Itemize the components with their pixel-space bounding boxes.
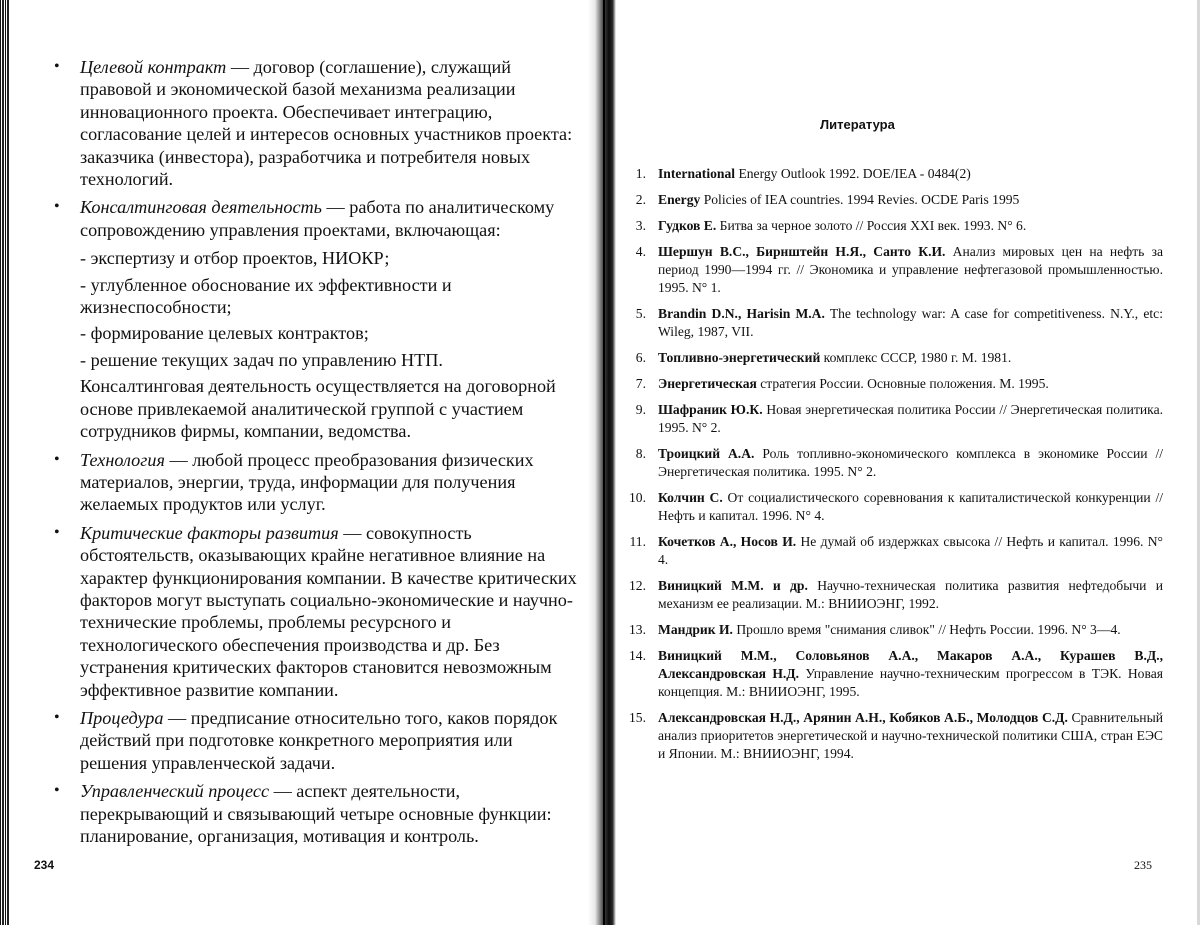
page-number-right: 235: [1134, 858, 1152, 872]
reference-authors: Energy: [658, 192, 701, 207]
reference-item: [628, 709, 1163, 763]
reference-text: Не думай об издержках свысока // Нефть и капитал. 1996. N° 4.: [658, 534, 1163, 567]
reference-number: 8.: [635, 446, 646, 461]
term-name: Управленческий процесс: [80, 781, 270, 802]
list-item: - решение текущих задач по управлению НТП.: [80, 349, 443, 370]
bullet: •: [54, 708, 60, 726]
reference-text: Сравнительный анализ приоритетов энергетической и научно-технической политики США, стран ЕЭС и Японии. М.: ВНИИОЭНГ, 1994.: [658, 710, 1163, 761]
reference-authors: Виницкий М.М., Соловьянов А.А., Макаров А.А., Курашев В.Д., Александровская Н.Д.: [658, 648, 1163, 681]
reference-authors: Brandin D.N., Harisin M.A.: [658, 306, 825, 321]
glossary-entry: [52, 707, 582, 774]
reference-authors: Виницкий М.М. и др.: [658, 578, 808, 593]
reference-number: 7.: [635, 376, 646, 391]
reference-number: 1.: [635, 166, 646, 181]
reference-text: Битва за черное золото // Россия XXI век. 1993. N° 6.: [716, 218, 1027, 233]
reference-number: 13.: [629, 622, 646, 637]
term-name: Целевой контракт: [80, 57, 227, 77]
reference-item: [628, 533, 1163, 569]
reference-text: Научно-техническая политика развития нефтедобычи и механизм ее реализации. М.: ВНИИОЭНГ, 1992.: [658, 578, 1164, 611]
reference-item: [628, 375, 1163, 393]
reference-item: [628, 349, 1163, 367]
reference-item: [628, 217, 1163, 235]
reference-item: [628, 243, 1163, 297]
reference-number: 11.: [629, 534, 646, 549]
term-definition: — предписание относительно того, каков порядок действий при подготовке конкретного мероприятия или решения управленческой задачи.: [80, 707, 558, 773]
list-item: - формирование целевых контрактов;: [80, 323, 369, 344]
reference-text: От социалистического соревнования к капиталистической конкуренции // Нефть и капитал. 1996. N° 4.: [658, 490, 1163, 523]
gutter-line: [603, 0, 605, 925]
list-item: - экспертизу и отбор проектов, НИОКР;: [80, 248, 390, 269]
scan-edge-left: [0, 0, 9, 925]
reference-text: Policies of IEA countries. 1994 Revies. OCDE Paris 1995: [700, 192, 1020, 207]
bullet: •: [54, 782, 60, 800]
reference-item: [628, 621, 1163, 639]
reference-text: Управление научно-техническим прогрессом в ТЭК. Новая концепция. М.: ВНИИОЭНГ, 1995.: [658, 666, 1163, 699]
reference-authors: Энергетическая: [658, 376, 757, 391]
paragraph: Консалтинговая деятельность осуществляется на договорной основе привлекаемой аналитической группой с участием сотрудников фирмы, компании, ведомства.: [80, 376, 556, 442]
left-page: [52, 56, 582, 853]
reference-text: комплекс СССР, 1980 г. М. 1981.: [820, 350, 1012, 365]
reference-authors: Мандрик И.: [658, 622, 733, 637]
page-title: Литература: [820, 117, 895, 132]
term-definition: — договор (соглашение), служащий правовой и экономической базой механизма реализации инновационного проекта. Обеспечивает интеграцию, согласование целей и интересов основных участников проекта: заказчика (инвестора), разработчика и потребителя новых технологий.: [80, 57, 573, 190]
term-definition: — любой процесс преобразования физических материалов, энергии, труда, информации для получения желаемых продуктов или услуг.: [80, 449, 534, 515]
bullet: •: [54, 58, 60, 75]
reference-number: 5.: [635, 306, 646, 321]
reference-number: 12.: [629, 578, 646, 593]
glossary-entry: [52, 780, 582, 847]
reference-authors: International: [658, 166, 736, 181]
reference-text: стратегия России. Основные положения. М. 1995.: [756, 376, 1049, 391]
reference-number: 9.: [635, 402, 646, 417]
glossary-entry: [52, 56, 582, 190]
page-number-left: 234: [34, 858, 55, 872]
reference-item: [628, 577, 1163, 613]
reference-number: 3.: [635, 218, 646, 233]
reference-item: [628, 647, 1163, 701]
reference-authors: Топливно-энергетический: [658, 350, 821, 365]
reference-authors: Колчин С.: [658, 490, 723, 505]
list-item: - углубленное обоснование их эффективности и жизнеспособности;: [80, 274, 452, 318]
reference-authors: Троицкий А.А.: [658, 446, 755, 461]
reference-authors: Гудков Е.: [658, 218, 717, 233]
reference-item: [628, 165, 1163, 183]
glossary-entry: [52, 196, 582, 241]
reference-item: [628, 401, 1163, 437]
reference-item: [628, 191, 1163, 209]
reference-item: [628, 445, 1163, 481]
reference-item: [628, 489, 1163, 525]
reference-number: 4.: [635, 244, 646, 259]
term-definition: — аспект деятельности, перекрывающий и связывающий четыре основные функции: планирование, организация, мотивация и контроль.: [80, 781, 552, 846]
reference-number: 15.: [629, 710, 646, 725]
bullet: •: [54, 198, 60, 216]
reference-text: The technology war: A case for competitiveness. N.Y., etc: Wileg, 1987, VII.: [658, 306, 1163, 339]
reference-authors: Шафраник Ю.К.: [658, 402, 763, 417]
reference-authors: Шершун В.С., Бирнштейн Н.Я., Санто К.И.: [658, 244, 946, 259]
glossary-entry: [52, 522, 582, 701]
glossary-entry: [52, 449, 582, 516]
reference-authors: Александровская Н.Д., Арянин А.Н., Кобяков А.Б., Молодцов С.Д.: [658, 710, 1068, 725]
term-definition: — работа по аналитическому сопровождению управления проектами, включающая:: [80, 197, 555, 240]
reference-text: Анализ мировых цен на нефть за период 1990—1994 гг. // Экономика и управление нефтегазовой промышленностью. 1995. N° 1.: [658, 244, 1163, 295]
reference-text: Energy Outlook 1992. DOE/IEA - 0484(2): [735, 166, 971, 181]
reference-text: Роль топливно-экономического комплекса в экономике России // Энергетическая политика. 1995. N° 2.: [658, 446, 1163, 479]
reference-text: Прошло время "снимания сливок" // Нефть России. 1996. N° 3—4.: [732, 622, 1121, 637]
term-name: Консалтинговая деятельность: [80, 197, 322, 218]
reference-item: [628, 305, 1163, 341]
term-name: Процедура: [80, 707, 164, 728]
bullet: •: [54, 450, 60, 468]
reference-number: 6.: [635, 350, 646, 365]
bullet: •: [54, 523, 60, 541]
term-name: Технология: [80, 449, 165, 470]
reference-number: 10.: [629, 490, 646, 505]
reference-number: 2.: [635, 192, 646, 207]
term-name: Критические факторы развития: [80, 522, 339, 543]
reference-authors: Кочетков А., Носов И.: [658, 534, 797, 549]
reference-number: 14.: [629, 648, 646, 663]
reference-list: [628, 165, 1163, 771]
term-definition: — совокупность обстоятельств, оказывающих крайне негативное влияние на характер функционирования компании. В качестве критических факторов могут выступать социально-экономические и научно-технические проблемы, проблемы ресурсного и технологического обеспечения производства и др. Без устранения критических факторов становится невозможным эффективное развитие компании.: [80, 522, 577, 700]
book-gutter: [588, 0, 616, 925]
reference-text: Новая энергетическая политика России // Энергетическая политика. 1995. N° 2.: [658, 402, 1164, 435]
